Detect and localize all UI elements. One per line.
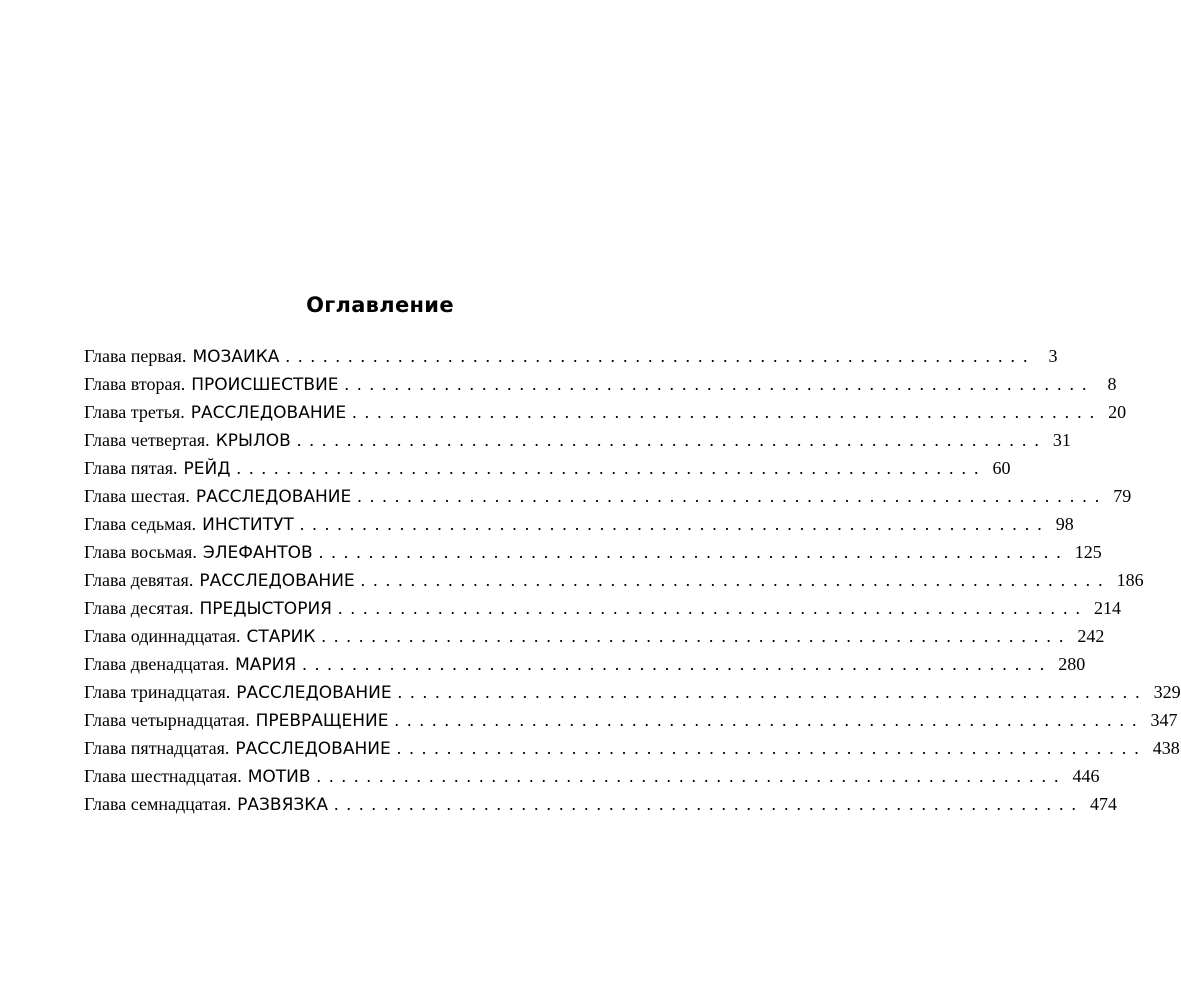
dot-leader: ............................................................ <box>334 794 1085 814</box>
dot-leader: ............................................................ <box>352 402 1103 422</box>
dot-leader: ............................................................ <box>360 570 1111 590</box>
chapter-name: РАССЛЕДОВАНИЕ <box>199 571 355 591</box>
page-number: 60 <box>992 458 1011 478</box>
chapter-name: РАССЛЕДОВАНИЕ <box>236 683 392 703</box>
toc-entry <box>84 622 1105 650</box>
toc-entry <box>84 790 1118 818</box>
chapter-name: ЭЛЕФАНТОВ <box>202 543 313 563</box>
toc-entry <box>84 370 1117 398</box>
chapter-name: МАРИЯ <box>235 655 297 675</box>
page-number: 3 <box>1048 346 1058 366</box>
chapter-label: Глава семнадцатая. <box>84 794 232 814</box>
chapter-name: КРЫЛОВ <box>215 431 291 451</box>
chapter-name: РАЗВЯЗКА <box>237 795 329 815</box>
chapter-name: ИНСТИТУТ <box>202 515 294 535</box>
page-number: 79 <box>1113 486 1132 506</box>
toc-entry <box>84 566 1144 594</box>
page-number: 186 <box>1116 570 1144 590</box>
page-title: Оглавление <box>306 293 454 317</box>
toc-entry <box>84 426 1071 454</box>
dot-leader: ............................................................ <box>236 458 987 478</box>
toc-entry <box>84 454 1011 482</box>
page-number: 8 <box>1107 374 1117 394</box>
chapter-name: РАССЛЕДОВАНИЕ <box>195 487 352 507</box>
chapter-name: СТАРИК <box>246 627 316 647</box>
chapter-name: РАССЛЕДОВАНИЕ <box>190 403 347 423</box>
chapter-label: Глава вторая. <box>84 374 186 394</box>
chapter-label: Глава первая. <box>84 346 187 366</box>
dot-leader: ............................................................ <box>316 766 1067 786</box>
dot-leader: ............................................................ <box>318 542 1069 562</box>
chapter-name: РАССЛЕДОВАНИЕ <box>235 739 391 759</box>
page-number: 438 <box>1152 738 1180 758</box>
page-number: 474 <box>1090 794 1118 814</box>
toc-entry <box>84 678 1181 706</box>
dot-leader: ............................................................ <box>337 598 1088 618</box>
chapter-label: Глава десятая. <box>84 598 194 618</box>
chapter-label: Глава третья. <box>84 402 185 422</box>
dot-leader: ............................................................ <box>357 486 1108 506</box>
page-number: 347 <box>1150 710 1178 730</box>
chapter-name: МОЗАИКА <box>192 347 280 367</box>
chapter-label: Глава пятая. <box>84 458 178 478</box>
page-number: 125 <box>1074 542 1102 562</box>
page-number: 214 <box>1093 598 1121 618</box>
page-number: 20 <box>1108 402 1127 422</box>
toc-entry <box>84 734 1180 762</box>
chapter-label: Глава пятнадцатая. <box>84 738 230 758</box>
chapter-name: ПРЕВРАЩЕНИЕ <box>255 711 389 731</box>
dot-leader: ............................................................ <box>285 346 1036 366</box>
page-number: 242 <box>1077 626 1105 646</box>
page-number: 98 <box>1055 514 1074 534</box>
toc-entry <box>84 538 1102 566</box>
chapter-name: ПРЕДЫСТОРИЯ <box>199 599 332 619</box>
dot-leader: ............................................................ <box>296 430 1047 450</box>
toc-entry <box>84 762 1100 790</box>
dot-leader: ............................................................ <box>299 514 1050 534</box>
toc-entry <box>84 650 1086 678</box>
dot-leader: ............................................................ <box>302 654 1053 674</box>
chapter-label: Глава девятая. <box>84 570 194 590</box>
toc-entry <box>84 594 1121 622</box>
page-number: 31 <box>1052 430 1071 450</box>
chapter-name: РЕЙД <box>183 459 231 479</box>
table-of-contents <box>84 342 1181 818</box>
chapter-label: Глава тринадцатая. <box>84 682 231 702</box>
chapter-label: Глава одиннадцатая. <box>84 626 241 646</box>
dot-leader: ............................................................ <box>321 626 1072 646</box>
toc-entry <box>84 342 1058 370</box>
chapter-label: Глава четвертая. <box>84 430 210 450</box>
toc-entry <box>84 510 1074 538</box>
toc-entry <box>84 482 1132 510</box>
chapter-name: ПРОИСШЕСТВИЕ <box>191 375 339 395</box>
toc-entry <box>84 706 1178 734</box>
chapter-name: МОТИВ <box>247 767 311 787</box>
chapter-label: Глава седьмая. <box>84 514 197 534</box>
page-number: 446 <box>1072 766 1100 786</box>
page-number: 329 <box>1153 682 1181 702</box>
dot-leader: ............................................................ <box>397 682 1148 702</box>
dot-leader: ............................................................ <box>396 738 1147 758</box>
chapter-label: Глава шестая. <box>84 486 190 506</box>
dot-leader: ............................................................ <box>344 374 1095 394</box>
chapter-label: Глава четырнадцатая. <box>84 710 250 730</box>
chapter-label: Глава восьмая. <box>84 542 197 562</box>
chapter-label: Глава двенадцатая. <box>84 654 230 674</box>
dot-leader: ............................................................ <box>394 710 1145 730</box>
toc-entry <box>84 398 1127 426</box>
chapter-label: Глава шестнадцатая. <box>84 766 242 786</box>
page-number: 280 <box>1058 654 1086 674</box>
